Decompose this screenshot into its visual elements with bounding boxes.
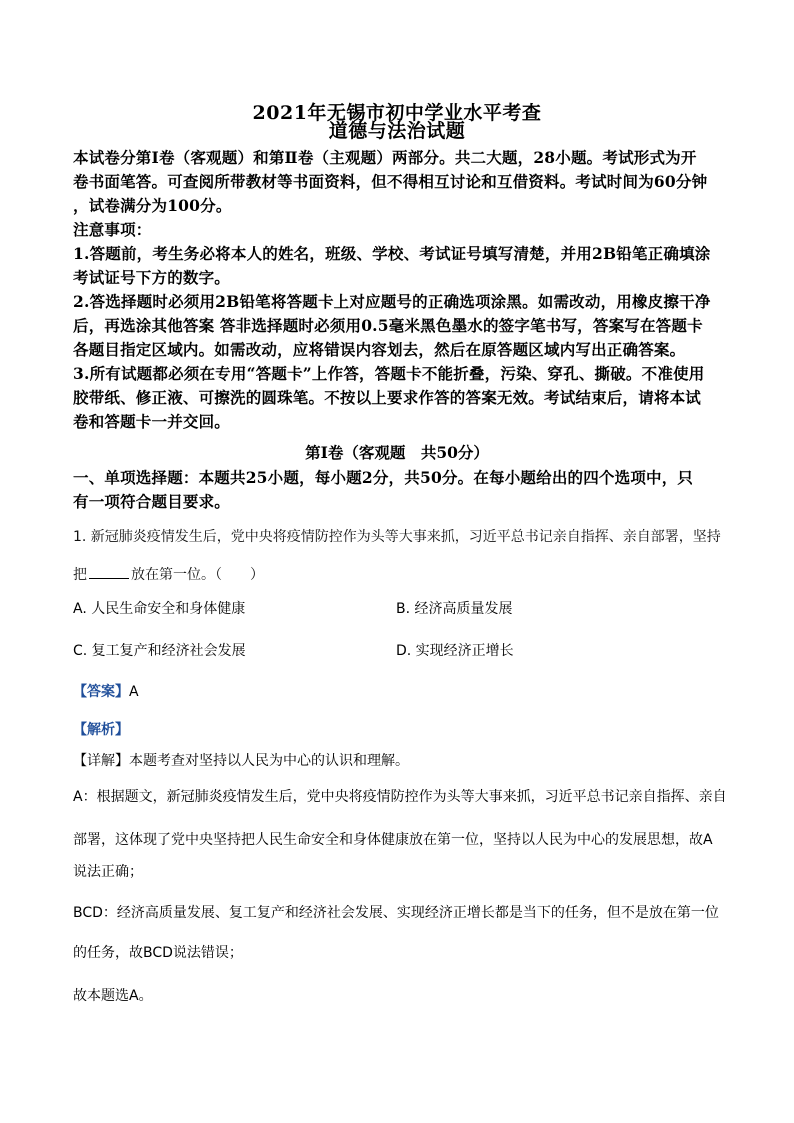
question-stem-line2 <box>73 564 264 584</box>
instruction-line: 卷书面笔答。可查阅所带教材等书面资料，但不得相互讨论和互借资料。考试时间为60分钟 <box>73 172 708 191</box>
instruction-line: 卷和答题卡一并交回。 <box>73 412 231 431</box>
instruction-line: 考试证号下方的数字。 <box>73 268 231 287</box>
analysis-row <box>73 719 129 739</box>
analysis-conclusion: 故本题选A。 <box>73 988 153 1004</box>
instruction-line: 各题目指定区域内。如需改动，应将错误内容划去，然后在原答题区域内写出正确答案。 <box>73 340 686 359</box>
analysis-label: 【解析】 <box>73 722 129 738</box>
instruction-line: 胶带纸、修正液、可擦洗的圆珠笔。不按以上要求作答的答案无效。考试结束后，请将本试 <box>73 388 702 407</box>
part-instruction-line: 有一项符合题目要求。 <box>73 492 231 511</box>
analysis-line: 部署，这体现了党中央坚持把人民生命安全和身体健康放在第一位，坚持以人民为中心的发展思想，故A <box>73 832 713 848</box>
option-d: D. 实现经济正增长 <box>396 643 514 659</box>
instruction-line: 后，再选涂其他答案 答非选择题时必须用0.5毫米黑色墨水的签字笔书写，答案写在答题卡 <box>73 316 703 335</box>
analysis-line: 的任务，故BCD说法错误； <box>73 945 243 961</box>
exam-title: 2021年无锡市初中学业水平考查 <box>252 102 542 124</box>
instruction-line: 1.答题前，考生务必将本人的姓名，班级、学校、考试证号填写清楚，并用2B铅笔正确填涂 <box>73 244 711 263</box>
answer-label: 【答案】 <box>73 684 129 700</box>
analysis-detail: 【详解】本题考查对坚持以人民为中心的认识和理解。 <box>73 753 409 769</box>
answer-blank <box>89 564 129 579</box>
question-stem: 1. 新冠肺炎疫情发生后，党中央将疫情防控作为头等大事来抓，习近平总书记亲自指挥、亲自部署，坚持 <box>73 529 721 545</box>
exam-subtitle: 道德与法治试题 <box>328 120 466 142</box>
notice-heading: 注意事项： <box>73 220 152 239</box>
part-instruction-line: 一、单项选择题：本题共25小题，每小题2分，共50分。在每小题给出的四个选项中，只 <box>73 468 694 487</box>
analysis-line: 说法正确； <box>73 864 143 880</box>
answer-value: A <box>129 684 139 700</box>
exam-instructions <box>73 146 723 434</box>
stem-prefix: 把 <box>73 567 87 583</box>
option-a: A. 人民生命安全和身体健康 <box>73 601 246 617</box>
stem-suffix: 放在第一位。（ ） <box>131 567 264 583</box>
instruction-line: 3.所有试题都必须在专用“答题卡”上作答，答题卡不能折叠，污染、穿孔、撕破。不准使用 <box>73 364 705 383</box>
analysis-line: A：根据题文，新冠肺炎疫情发生后，党中央将疫情防控作为头等大事来抓，习近平总书记亲自指挥、亲自 <box>73 789 727 805</box>
option-c: C. 复工复产和经济社会发展 <box>73 643 246 659</box>
section-title: 第Ⅰ卷（客观题 共50分） <box>305 443 489 462</box>
instruction-line: 2.答选择题时必须用2B铅笔将答题卡上对应题号的正确选项涂黑。如需改动，用橡皮擦干净 <box>73 292 711 311</box>
instruction-line: 本试卷分第Ⅰ卷（客观题）和第Ⅱ卷（主观题）两部分。共二大题，28小题。考试形式为开 <box>73 148 697 167</box>
part-instructions <box>73 466 723 514</box>
option-b: B. 经济高质量发展 <box>396 601 513 617</box>
instruction-line: ，试卷满分为100分。 <box>73 196 232 215</box>
answer-row <box>73 681 139 701</box>
analysis-line: BCD：经济高质量发展、复工复产和经济社会发展、实现经济正增长都是当下的任务，但不是放在第一位 <box>73 905 719 921</box>
